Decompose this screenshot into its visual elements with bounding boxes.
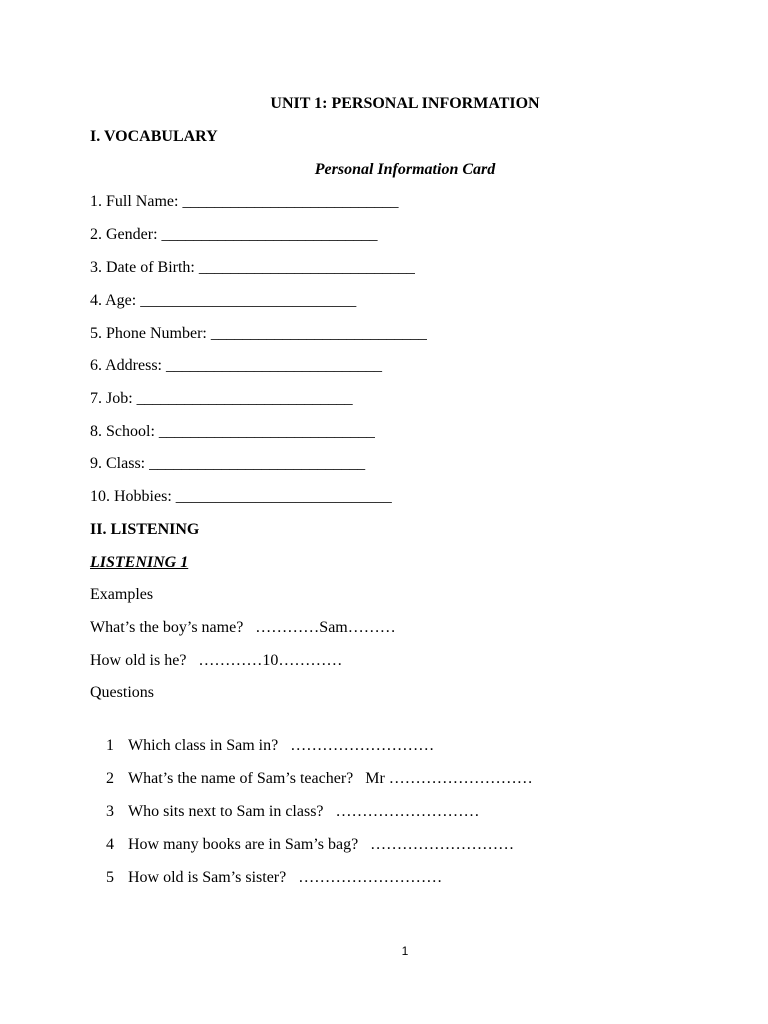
page-number: 1 <box>401 944 409 958</box>
field-phone-number: 5. Phone Number: ___________________________ <box>90 325 427 342</box>
listening-heading: II. LISTENING <box>90 521 200 538</box>
field-class: 9. Class: ___________________________ <box>90 455 366 472</box>
question-text: How old is Sam’s sister? ……………………… <box>128 869 443 886</box>
example-item: What’s the boy’s name? …………Sam……… <box>90 619 396 636</box>
field-gender: 2. Gender: ___________________________ <box>90 226 378 243</box>
question-number: 3 <box>106 803 114 820</box>
question-number: 2 <box>106 770 114 787</box>
question-number: 1 <box>106 737 114 754</box>
question-number: 4 <box>106 836 114 853</box>
field-date-of-birth: 3. Date of Birth: ___________________________ <box>90 259 415 276</box>
field-address: 6. Address: ___________________________ <box>90 357 382 374</box>
card-title: Personal Information Card <box>314 161 496 178</box>
question-text: What’s the name of Sam’s teacher? Mr ……………………… <box>128 770 533 787</box>
field-school: 8. School: ___________________________ <box>90 423 375 440</box>
question-text: Who sits next to Sam in class? ……………………… <box>128 803 480 820</box>
question-number: 5 <box>106 869 114 886</box>
field-full-name: 1. Full Name: ___________________________ <box>90 193 399 210</box>
questions-label: Questions <box>90 684 154 701</box>
example-item: How old is he? …………10………… <box>90 652 343 669</box>
question-text: How many books are in Sam’s bag? ……………………… <box>128 836 515 853</box>
field-age: 4. Age: ___________________________ <box>90 292 357 309</box>
examples-label: Examples <box>90 586 154 603</box>
question-text: Which class in Sam in? ……………………… <box>128 737 435 754</box>
field-job: 7. Job: ___________________________ <box>90 390 353 407</box>
question-item <box>90 848 442 908</box>
unit-title: UNIT 1: PERSONAL INFORMATION <box>270 95 540 112</box>
listening-1-title: LISTENING 1 <box>90 554 189 571</box>
vocabulary-heading: I. VOCABULARY <box>90 128 218 145</box>
field-hobbies: 10. Hobbies: ___________________________ <box>90 488 392 505</box>
